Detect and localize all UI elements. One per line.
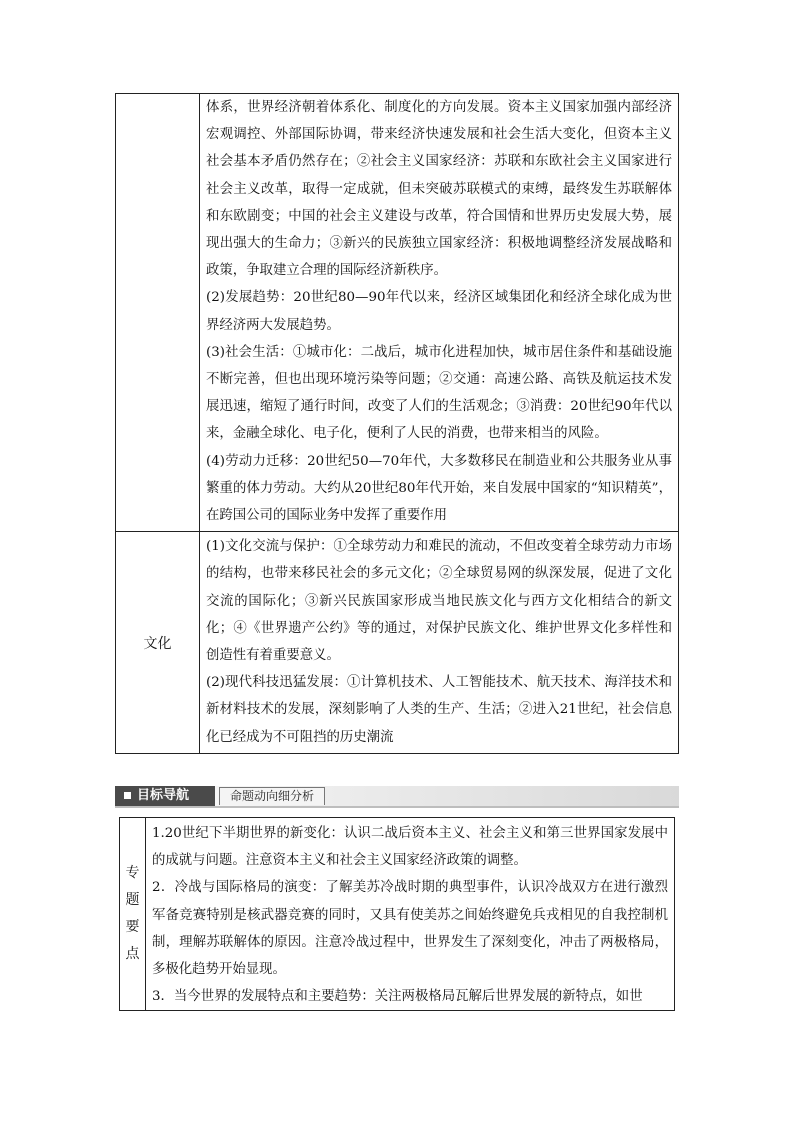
paragraph: (3)社会生活：①城市化：二战后，城市化进程加快，城市居住条件和基础设施不断完善，但也出现环境污染等问题；②交通：高速公路、高铁及航运技术发展迅速，缩短了通行时间，改变了人们的生活观念；③消费：20世纪90年代以来，金融全球化、电子化，便利了人民的消费，也带来相当的风险。 (206, 344, 672, 442)
banner-tab: 命题动向细分析 (219, 787, 325, 805)
paragraph: (4)劳动力迁移：20世纪50—70年代，大多数移民在制造业和公共服务业从事繁重的体力劳动。大约从20世纪80年代开始，来自发展中国家的“知识精英”，在跨国公司的国际业务中发挥了重要作用 (206, 453, 672, 524)
vertical-label-cell (120, 818, 146, 1011)
row-content-cell (200, 94, 679, 532)
vertical-label-char: 要 (125, 919, 140, 936)
paragraph: (1)文化交流与保护：①全球劳动力和难民的流动，不但改变着全球劳动力市场的结构，也带来移民社会的多元文化；②全球贸易网的纵深发展，促进了文化交流的国际化；③新兴民族国家形成当地民族文化与西方文化相结合的新文化；④《世界遗产公约》等的通过，对保护民族文化、维护世界文化多样性和创造性有着重要意义。 (206, 539, 672, 664)
paragraph: 2．冷战与国际格局的演变：了解美苏冷战时期的典型事件，认识冷战双方在进行激烈军备竞赛特别是核武器竞赛的同时，又具有使美苏之间始终避免兵戎相见的自我控制机制，理解苏联解体的原因。注意冷战过程中，世界发生了深刻变化，冲击了两极格局，多极化趋势开始显现。 (152, 880, 668, 978)
key-points-table (119, 817, 675, 1011)
vertical-label-char: 专 (125, 865, 140, 882)
table-row (116, 94, 679, 532)
paragraph: 3．当今世界的发展特点和主要趋势：关注两极格局瓦解后世界发展的新特点，如世 (152, 989, 643, 1005)
row-content-cell (200, 532, 679, 754)
banner-title-block (115, 786, 215, 806)
paragraph: (2)现代科技迅猛发展：①计算机技术、人工智能技术、航天技术、海洋技术和新材料技术的发展，深刻影响了人类的生产、生活；②进入21世纪，社会信息化已经成为不可阻挡的历史潮流 (206, 675, 672, 745)
paragraph: 1.20世纪下半期世界的新变化：认识二战后资本主义、社会主义和第三世界国家发展中的成就与问题。注意资本主义和社会主义国家经济政策的调整。 (152, 826, 668, 869)
row-label-culture: 文化 (116, 532, 200, 754)
banner-title: 目标导航 (137, 788, 190, 803)
vertical-label-char: 点 (125, 946, 140, 963)
table-row (120, 818, 675, 1011)
table-row (116, 532, 679, 754)
row-label-cell (116, 94, 200, 532)
section-banner (115, 786, 679, 806)
paragraph: 体系，世界经济朝着体系化、制度化的方向发展。资本主义国家加强内部经济宏观调控、外部国际协调，带来经济快速发展和社会生活大变化，但资本主义社会基本矛盾仍然存在；②社会主义国家经济：苏联和东欧社会主义国家进行社会主义改革，取得一定成就，但未突破苏联模式的束缚，最终发生苏联解体和东欧剧变；中国的社会主义建设与改革，符合国情和世界历史发展大势，展现出强大的生命力；③新兴的民族独立国家经济：积极地调整经济发展战略和政策，争取建立合理的国际经济新秩序。 (206, 100, 672, 279)
square-bullet-icon (124, 792, 131, 799)
vertical-label-char: 题 (125, 892, 140, 909)
banner-underline (115, 806, 679, 808)
content-table (115, 93, 679, 754)
paragraph: (2)发展趋势：20世纪80—90年代以来，经济区域集团化和经济全球化成为世界经济两大发展趋势。 (206, 290, 672, 333)
key-points-content (146, 818, 675, 1011)
